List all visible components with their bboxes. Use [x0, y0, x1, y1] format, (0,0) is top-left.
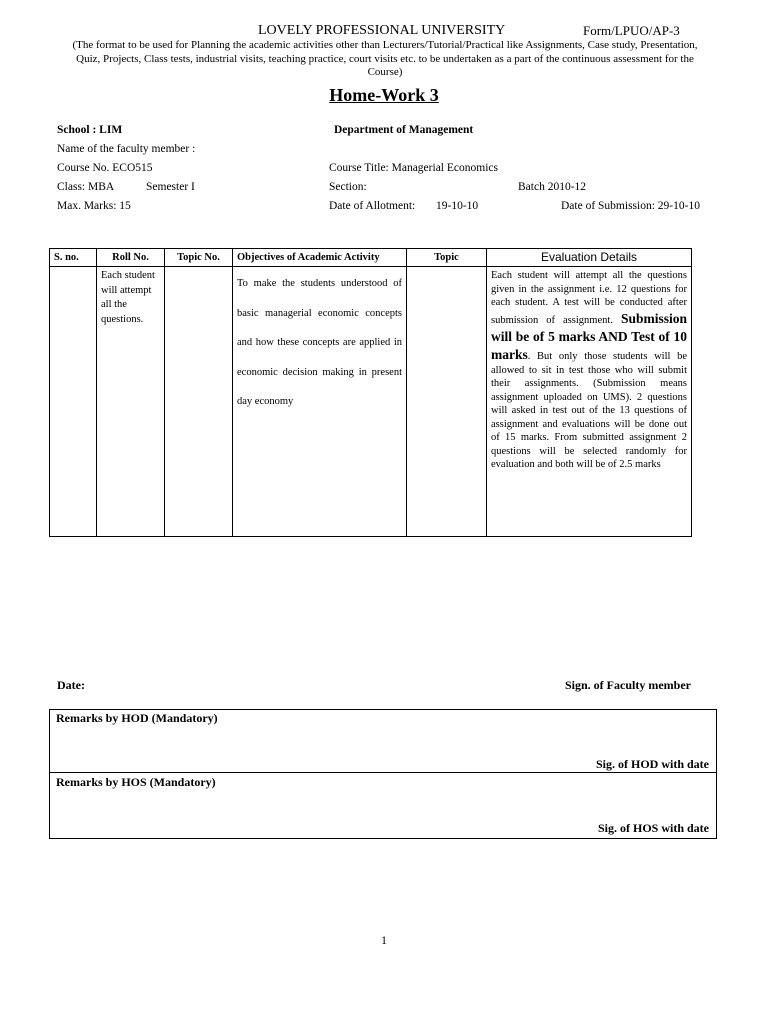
- course-title: Course Title: Managerial Economics: [329, 162, 498, 174]
- allotment-label: Date of Allotment:: [329, 200, 416, 212]
- format-note: (The format to be used for Planning the academic activities other than Lecturers/Tutorial/Practical like Assignments, Case study, Presentation, Quiz, Projects, Class tests, industrial visits, teaching practice, court visits etc. to be undertaken as a part of the continuous assessment for the Course): [72, 39, 698, 78]
- header-evaluation: Evaluation Details: [487, 249, 692, 267]
- form-code: Form/LPUO/AP-3: [583, 23, 680, 38]
- table-row: [50, 267, 692, 537]
- department-label: Department of Management: [334, 124, 474, 136]
- class-label: Class: MBA: [57, 181, 115, 193]
- submission-date: Date of Submission: 29-10-10: [561, 200, 700, 212]
- evaluation-marks-bold: Submission will be of 5 marks AND Test of 10 marks: [491, 310, 687, 362]
- evaluation-text-1: Each student will attempt all the questions given in the assignment i.e. 12 questions for each student. A test will be conducted after submission of assignment.: [491, 270, 687, 326]
- section-label: Section:: [329, 181, 367, 193]
- header-topic: Topic: [407, 249, 487, 267]
- hod-remarks-label: Remarks by HOD (Mandatory): [56, 711, 218, 725]
- allotment-date: 19-10-10: [436, 200, 479, 212]
- hos-remarks-label: Remarks by HOS (Mandatory): [56, 775, 216, 789]
- faculty-signature-label: Sign. of Faculty member: [565, 678, 691, 692]
- header-topic-no: Topic No.: [165, 249, 233, 267]
- header-sno: S. no.: [50, 249, 97, 267]
- page-number: 1: [381, 933, 387, 947]
- date-label: Date:: [57, 678, 85, 692]
- cell-topic-no: [165, 267, 233, 537]
- hos-signature-label: Sig. of HOS with date: [597, 821, 709, 835]
- university-name: LOVELY PROFESSIONAL UNIVERSITY: [258, 23, 506, 38]
- hod-signature-label: Sig. of HOD with date: [595, 757, 709, 771]
- semester-label: Semester I: [146, 181, 195, 193]
- cell-topic: [407, 267, 487, 537]
- document-title: Home-Work 3: [329, 85, 439, 105]
- activity-table: [49, 248, 692, 537]
- school-label: School : LIM: [57, 124, 123, 136]
- cell-roll-no: Each student will attempt all the questions.: [97, 267, 165, 537]
- max-marks: Max. Marks: 15: [57, 200, 131, 212]
- cell-evaluation: [487, 267, 692, 537]
- header-objectives: Objectives of Academic Activity: [233, 249, 407, 267]
- table-header-row: [50, 249, 692, 267]
- cell-objectives: To make the students understood of basic managerial economic concepts and how these concepts are applied in economic decision making in present day economy: [233, 267, 407, 537]
- faculty-name-label: Name of the faculty member :: [57, 143, 196, 155]
- remarks-box: [49, 709, 717, 839]
- header-roll-no: Roll No.: [97, 249, 165, 267]
- cell-sno: [50, 267, 97, 537]
- remarks-divider: [50, 772, 716, 773]
- batch-label: Batch 2010-12: [518, 181, 587, 193]
- evaluation-text-2: . But only those students will be allowed to sit in test those who will submit their assignments. (Submission means assignment uploaded on UMS). 2 questions will asked in test out of the 13 questions of assignment and evaluations will be done out of 15 marks. From submitted assignment 2 questions will be selected randomly for evaluation and both will be of 2.5 marks: [491, 350, 687, 470]
- course-number: Course No. ECO515: [57, 162, 153, 174]
